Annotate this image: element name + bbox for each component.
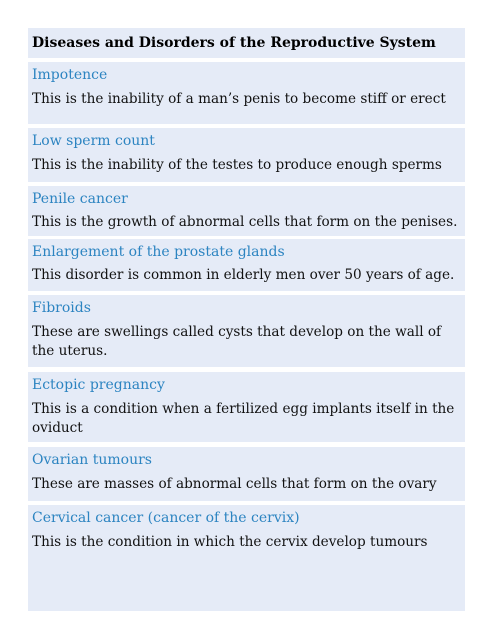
item-description: This is the inability of the testes to produce enough sperms: [32, 157, 442, 173]
disorders-table: [28, 28, 465, 611]
item-description: This is the inability of a man’s penis to become stiff or erect: [32, 91, 446, 107]
item-heading: Enlargement of the prostate glands: [32, 244, 285, 260]
item-heading: Impotence: [32, 67, 108, 83]
list-item-ectopic-pregnancy: [28, 372, 465, 442]
item-heading: Low sperm count: [32, 133, 155, 149]
item-description: These are swellings called cysts that develop on the wall of the uterus.: [32, 324, 442, 359]
item-description: This disorder is common in elderly men over 50 years of age.: [32, 267, 455, 283]
item-description: This is the growth of abnormal cells that form on the penises.: [32, 214, 458, 230]
item-heading: Fibroids: [32, 300, 91, 316]
item-heading: Ovarian tumours: [32, 452, 152, 468]
table-title: Diseases and Disorders of the Reproductive System: [32, 35, 436, 51]
item-description: This is a condition when a fertilized egg implants itself in the oviduct: [32, 401, 455, 436]
list-item-fibroids: [28, 295, 465, 367]
list-item-penile-cancer: [28, 186, 465, 236]
item-heading: Cervical cancer (cancer of the cervix): [32, 510, 300, 526]
title-panel: [28, 28, 465, 58]
list-item-low-sperm-count: [28, 128, 465, 182]
item-heading: Ectopic pregnancy: [32, 377, 165, 393]
list-item-cervical-cancer: [28, 505, 465, 611]
item-heading: Penile cancer: [32, 191, 128, 207]
list-item-ovarian-tumours: [28, 447, 465, 501]
list-item-impotence: [28, 62, 465, 124]
item-description: This is the condition in which the cervix develop tumours: [32, 534, 428, 550]
item-description: These are masses of abnormal cells that form on the ovary: [32, 476, 437, 492]
list-item-prostate-enlargement: [28, 239, 465, 291]
